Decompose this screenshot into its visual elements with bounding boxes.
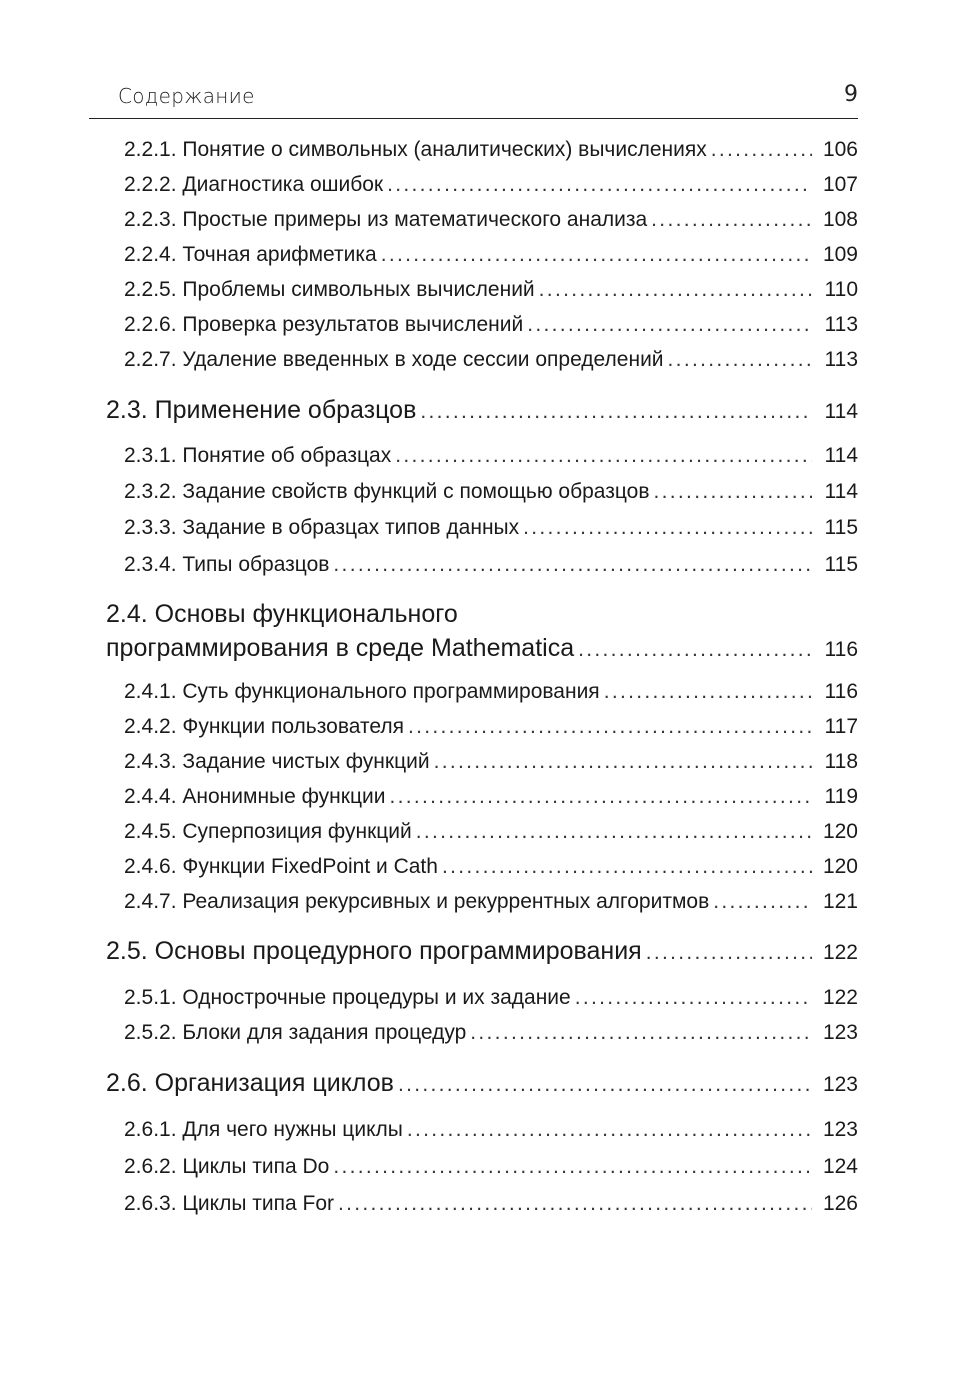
entry-number: 2.4.2. bbox=[124, 715, 177, 738]
toc-entry[interactable] bbox=[124, 553, 858, 577]
dot-leader bbox=[523, 516, 812, 540]
entry-number: 2.2.4. bbox=[124, 243, 177, 266]
entry-number: 2.2.5. bbox=[124, 278, 177, 301]
toc-entry[interactable] bbox=[124, 313, 858, 337]
entry-title: Понятие об образцах bbox=[182, 444, 392, 467]
dot-leader bbox=[387, 173, 812, 197]
entry-page: 120 bbox=[822, 855, 858, 878]
section-title-part1: Основы функционального bbox=[154, 600, 458, 628]
toc-entry[interactable] bbox=[124, 820, 858, 844]
page-number: 9 bbox=[844, 82, 858, 107]
dot-leader bbox=[711, 138, 812, 162]
toc-entry[interactable] bbox=[124, 986, 858, 1010]
entry-page: 123 bbox=[822, 1118, 858, 1141]
dot-leader bbox=[527, 313, 812, 337]
dot-leader bbox=[395, 444, 812, 468]
entry-page: 123 bbox=[822, 1021, 858, 1044]
section-page: 114 bbox=[824, 400, 858, 423]
dot-leader bbox=[420, 400, 812, 424]
section-title: Организация циклов bbox=[154, 1069, 394, 1097]
entry-title: Циклы типа For bbox=[182, 1192, 334, 1215]
entry-page: 120 bbox=[822, 820, 858, 843]
toc-entry[interactable] bbox=[124, 138, 858, 162]
entry-page: 119 bbox=[824, 785, 858, 808]
toc-entry[interactable] bbox=[124, 750, 858, 774]
entry-title: Удаление введенных в ходе сессии определений bbox=[182, 348, 664, 371]
dot-leader bbox=[578, 638, 812, 662]
dot-leader bbox=[381, 243, 812, 267]
dot-leader bbox=[654, 480, 812, 504]
entry-title: Анонимные функции bbox=[182, 785, 386, 808]
entry-title: Функции FixedPoint и Cath bbox=[182, 855, 438, 878]
entry-page: 117 bbox=[824, 715, 858, 738]
entry-number: 2.4.4. bbox=[124, 785, 177, 808]
entry-page: 115 bbox=[824, 553, 858, 576]
toc-section-entry[interactable] bbox=[106, 634, 858, 663]
entry-number: 2.2.3. bbox=[124, 208, 177, 231]
entry-title: Точная арифметика bbox=[182, 243, 377, 266]
entry-number: 2.4.6. bbox=[124, 855, 177, 878]
toc-section-entry[interactable] bbox=[106, 937, 858, 966]
entry-number: 2.6.1. bbox=[124, 1118, 177, 1141]
entry-number: 2.2.2. bbox=[124, 173, 177, 196]
section-title: Основы процедурного программирования bbox=[154, 937, 642, 965]
entry-page: 113 bbox=[824, 348, 858, 371]
entry-title: Простые примеры из математического анализа bbox=[182, 208, 648, 231]
entry-title: Проблемы символьных вычислений bbox=[182, 278, 535, 301]
entry-page: 114 bbox=[824, 480, 858, 503]
entry-title: Циклы типа Do bbox=[182, 1155, 330, 1178]
entry-number: 2.3.1. bbox=[124, 444, 177, 467]
dot-leader bbox=[389, 785, 812, 809]
entry-number: 2.3.4. bbox=[124, 553, 177, 576]
entry-number: 2.3.3. bbox=[124, 516, 177, 539]
entry-title: Суперпозиция функций bbox=[182, 820, 412, 843]
entry-title: Задание в образцах типов данных bbox=[182, 516, 520, 539]
section-number: 2.3. bbox=[106, 396, 148, 424]
entry-title: Задание чистых функций bbox=[182, 750, 430, 773]
toc-entry[interactable] bbox=[124, 278, 858, 302]
running-head bbox=[118, 84, 858, 114]
section-number: 2.5. bbox=[106, 937, 148, 965]
entry-title: Однострочные процедуры и их задание bbox=[182, 986, 571, 1009]
dot-leader bbox=[338, 1192, 812, 1216]
entry-number: 2.6.2. bbox=[124, 1155, 177, 1178]
entry-title: Понятие о символьных (аналитических) вычислениях bbox=[182, 138, 707, 161]
entry-title: Суть функционального программирования bbox=[182, 680, 600, 703]
toc-entry[interactable] bbox=[124, 890, 858, 914]
toc-entry[interactable] bbox=[124, 1021, 858, 1045]
entry-page: 108 bbox=[822, 208, 858, 231]
toc-entry[interactable] bbox=[124, 855, 858, 879]
toc-entry[interactable] bbox=[124, 516, 858, 540]
entry-page: 126 bbox=[822, 1192, 858, 1215]
entry-page: 106 bbox=[822, 138, 858, 161]
toc-entry[interactable] bbox=[124, 243, 858, 267]
entry-page: 116 bbox=[824, 680, 858, 703]
toc-entry[interactable] bbox=[124, 680, 858, 704]
entry-number: 2.4.3. bbox=[124, 750, 177, 773]
section-title: программирования в среде Mathematica bbox=[106, 634, 575, 662]
dot-leader bbox=[539, 278, 812, 302]
toc-entry[interactable] bbox=[124, 348, 858, 372]
dot-leader bbox=[407, 1118, 812, 1142]
entry-number: 2.4.1. bbox=[124, 680, 177, 703]
section-page: 123 bbox=[822, 1073, 858, 1096]
entry-title: Типы образцов bbox=[182, 553, 330, 576]
dot-leader bbox=[442, 855, 812, 879]
section-page: 116 bbox=[824, 638, 858, 661]
toc-entry[interactable] bbox=[124, 480, 858, 504]
section-page: 122 bbox=[822, 941, 858, 964]
entry-number: 2.2.1. bbox=[124, 138, 177, 161]
toc-entry[interactable] bbox=[124, 173, 858, 197]
entry-page: 118 bbox=[824, 750, 858, 773]
section-title: Применение образцов bbox=[154, 396, 417, 424]
entry-page: 109 bbox=[822, 243, 858, 266]
toc-entry[interactable] bbox=[124, 444, 858, 468]
entry-title: Задание свойств функций с помощью образцов bbox=[182, 480, 650, 503]
entry-page: 114 bbox=[824, 444, 858, 467]
dot-leader bbox=[416, 820, 812, 844]
toc-entry[interactable] bbox=[124, 1192, 858, 1216]
dot-leader bbox=[575, 986, 812, 1010]
toc-entry[interactable] bbox=[124, 1118, 858, 1142]
dot-leader bbox=[668, 348, 812, 372]
toc-entry[interactable] bbox=[124, 715, 858, 739]
dot-leader bbox=[434, 750, 812, 774]
entry-number: 2.4.5. bbox=[124, 820, 177, 843]
entry-page: 124 bbox=[822, 1155, 858, 1178]
entry-title: Для чего нужны циклы bbox=[182, 1118, 403, 1141]
entry-page: 110 bbox=[824, 278, 858, 301]
entry-number: 2.5.1. bbox=[124, 986, 177, 1009]
dot-leader bbox=[470, 1021, 812, 1045]
entry-number: 2.5.2. bbox=[124, 1021, 177, 1044]
toc-section-entry[interactable] bbox=[106, 1069, 858, 1098]
dot-leader bbox=[333, 1155, 812, 1179]
entry-title: Диагностика ошибок bbox=[182, 173, 384, 196]
section-number: 2.6. bbox=[106, 1069, 148, 1097]
dot-leader bbox=[646, 941, 812, 965]
entry-page: 107 bbox=[822, 173, 858, 196]
header-rule bbox=[89, 118, 858, 119]
section-title-line1[interactable] bbox=[106, 600, 458, 629]
dot-leader bbox=[651, 208, 812, 232]
entry-number: 2.2.7. bbox=[124, 348, 177, 371]
entry-number: 2.3.2. bbox=[124, 480, 177, 503]
entry-number: 2.2.6. bbox=[124, 313, 177, 336]
entry-page: 113 bbox=[824, 313, 858, 336]
toc-entry[interactable] bbox=[124, 1155, 858, 1179]
entry-title: Блоки для задания процедур bbox=[182, 1021, 467, 1044]
entry-page: 115 bbox=[824, 516, 858, 539]
entry-title: Проверка результатов вычислений bbox=[182, 313, 524, 336]
entry-title: Реализация рекурсивных и рекуррентных алгоритмов bbox=[182, 890, 710, 913]
toc-entry[interactable] bbox=[124, 785, 858, 809]
dot-leader bbox=[398, 1073, 812, 1097]
dot-leader bbox=[408, 715, 812, 739]
dot-leader bbox=[713, 890, 812, 914]
toc-section-entry[interactable] bbox=[106, 396, 858, 425]
section-number: 2.4. bbox=[106, 600, 148, 628]
entry-page: 122 bbox=[822, 986, 858, 1009]
entry-page: 121 bbox=[822, 890, 858, 913]
dot-leader bbox=[333, 553, 812, 577]
dot-leader bbox=[604, 680, 812, 704]
running-title: Содержание bbox=[118, 84, 255, 108]
entry-number: 2.6.3. bbox=[124, 1192, 177, 1215]
entry-title: Функции пользователя bbox=[182, 715, 404, 738]
entry-number: 2.4.7. bbox=[124, 890, 177, 913]
toc-entry[interactable] bbox=[124, 208, 858, 232]
